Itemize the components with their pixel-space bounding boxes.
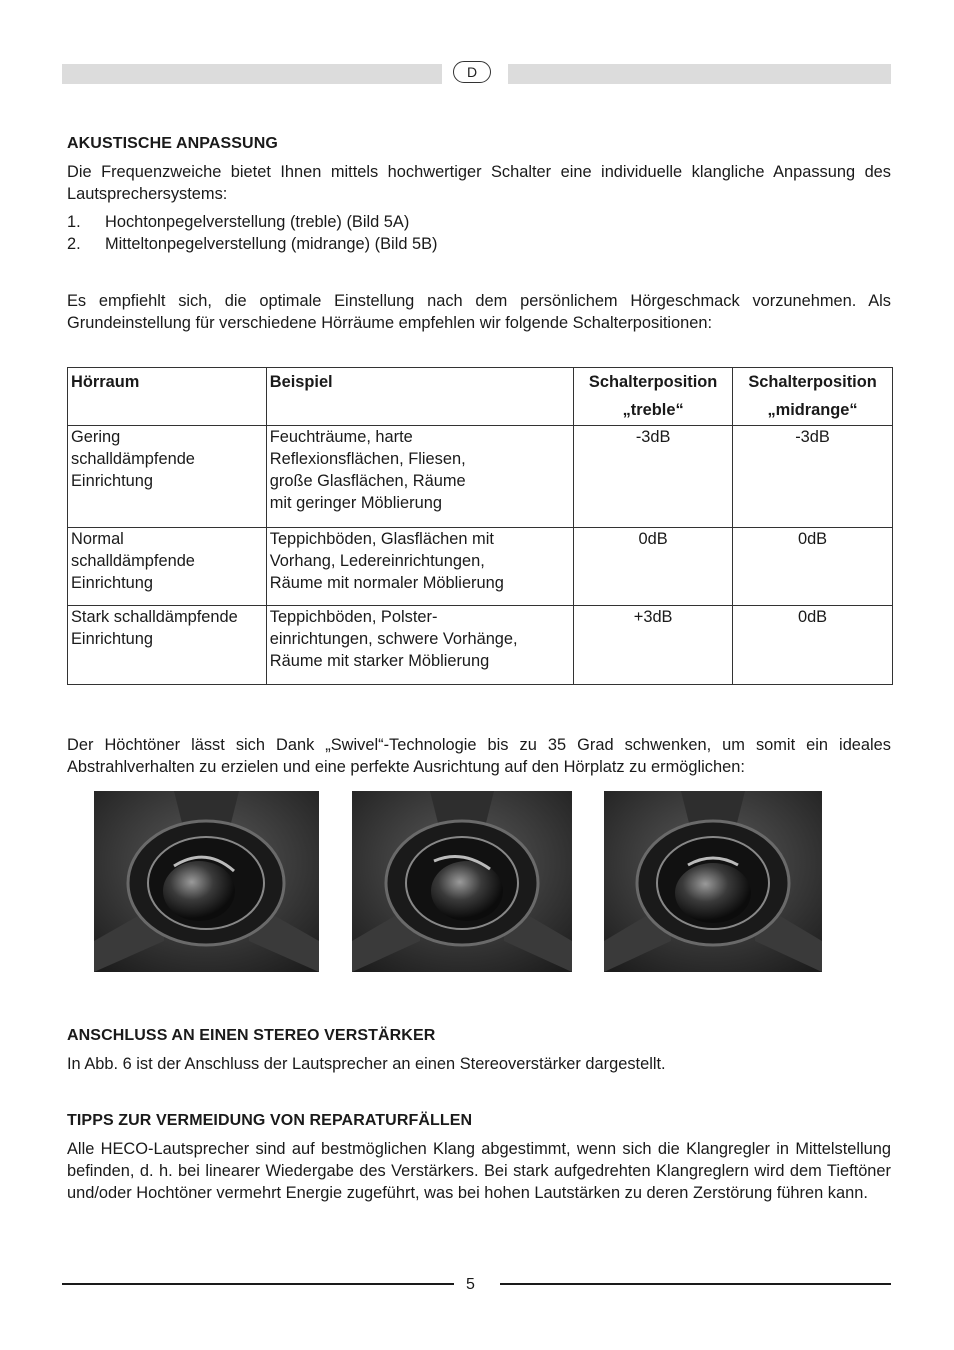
header-midrange: Schalterposition „midrange“	[733, 368, 893, 426]
tweeter-photo-right	[604, 791, 822, 972]
room-cell: Stark schalldämpfende Einrichtung	[68, 606, 267, 685]
header-bar-left	[62, 64, 442, 84]
room-cell: Gering schalldämpfende Einrichtung	[68, 426, 267, 528]
header-treble: Schalterposition „treble“	[574, 368, 733, 426]
section-title-repair-tips: TIPPS ZUR VERMEIDUNG VON REPARATURFÄLLEN	[67, 1112, 473, 1129]
amplifier-text: In Abb. 6 ist der Anschluss der Lautsprecher an einen Stereoverstärker dargestellt.	[67, 1055, 666, 1073]
header-room: Hörraum	[68, 368, 267, 426]
tweeter-photo-left	[94, 791, 319, 972]
treble-cell: +3dB	[574, 606, 733, 685]
section-title-amplifier: ANSCHLUSS AN EINEN STEREO VERSTÄRKER	[67, 1027, 436, 1044]
switch-position-table	[67, 367, 893, 685]
footer-line-left	[62, 1283, 454, 1285]
tweeter-photo-middle	[352, 791, 572, 972]
table-row	[68, 528, 893, 606]
midrange-cell: 0dB	[733, 528, 893, 606]
table-row	[68, 606, 893, 685]
table-row	[68, 426, 893, 528]
midrange-cell: 0dB	[733, 606, 893, 685]
swivel-text: Der Höchtöner lässt sich Dank „Swivel“-Technologie bis zu 35 Grad schwenken, um somit ein ideales Abstrahlverhalten zu erzielen und eine perfekte Ausrichtung auf den Hörplatz zu ermöglichen:	[67, 736, 891, 776]
header-example: Beispiel	[266, 368, 573, 426]
room-cell: Normal schalldämpfende Einrichtung	[68, 528, 267, 606]
language-badge: D	[453, 61, 491, 83]
treble-cell: -3dB	[574, 426, 733, 528]
example-cell: Teppichböden, Glasflächen mit Vorhang, Ledereinrichtungen, Räume mit normaler Möblierung	[266, 528, 573, 606]
header-bar-right	[508, 64, 891, 84]
repair-tips-text: Alle HECO-Lautsprecher sind auf bestmöglichen Klang abgestimmt, wenn sich die Klangregler in Mittelstellung befinden, d. h. bei linearer Wiedergabe des Verstärkers. Bei stark aufgedrehten Klangreglern wird dem Tieftöner und/oder Hochtöner vermehrt Energie zugeführt, was bei hohen Lautstärken zu deren Zerstörung führen kann.	[67, 1140, 891, 1202]
midrange-cell: -3dB	[733, 426, 893, 528]
page-number: 5	[466, 1276, 475, 1293]
acoustic-intro: Die Frequenzweiche bietet Ihnen mittels hochwertiger Schalter eine individuelle klangliche Anpassung des Lautsprechersystems:	[67, 163, 891, 203]
section-title-acoustic: AKUSTISCHE ANPASSUNG	[67, 135, 278, 152]
footer-line-right	[500, 1283, 891, 1285]
example-cell: Feuchträume, harte Reflexionsflächen, Fliesen, große Glasflächen, Räume mit geringer Möblierung	[266, 426, 573, 528]
list-item: 2. Mitteltonpegelverstellung (midrange) (Bild 5B)	[67, 235, 438, 253]
example-cell: Teppichböden, Polster- einrichtungen, schwere Vorhänge, Räume mit starker Möblierung	[266, 606, 573, 685]
recommendation-text: Es empfiehlt sich, die optimale Einstellung nach dem persönlichem Hörgeschmack vorzunehmen. Als Grundeinstellung für verschiedene Hörräume empfehlen wir folgende Schalterpositionen:	[67, 292, 891, 332]
treble-cell: 0dB	[574, 528, 733, 606]
list-item: 1. Hochtonpegelverstellung (treble) (Bild 5A)	[67, 213, 410, 231]
